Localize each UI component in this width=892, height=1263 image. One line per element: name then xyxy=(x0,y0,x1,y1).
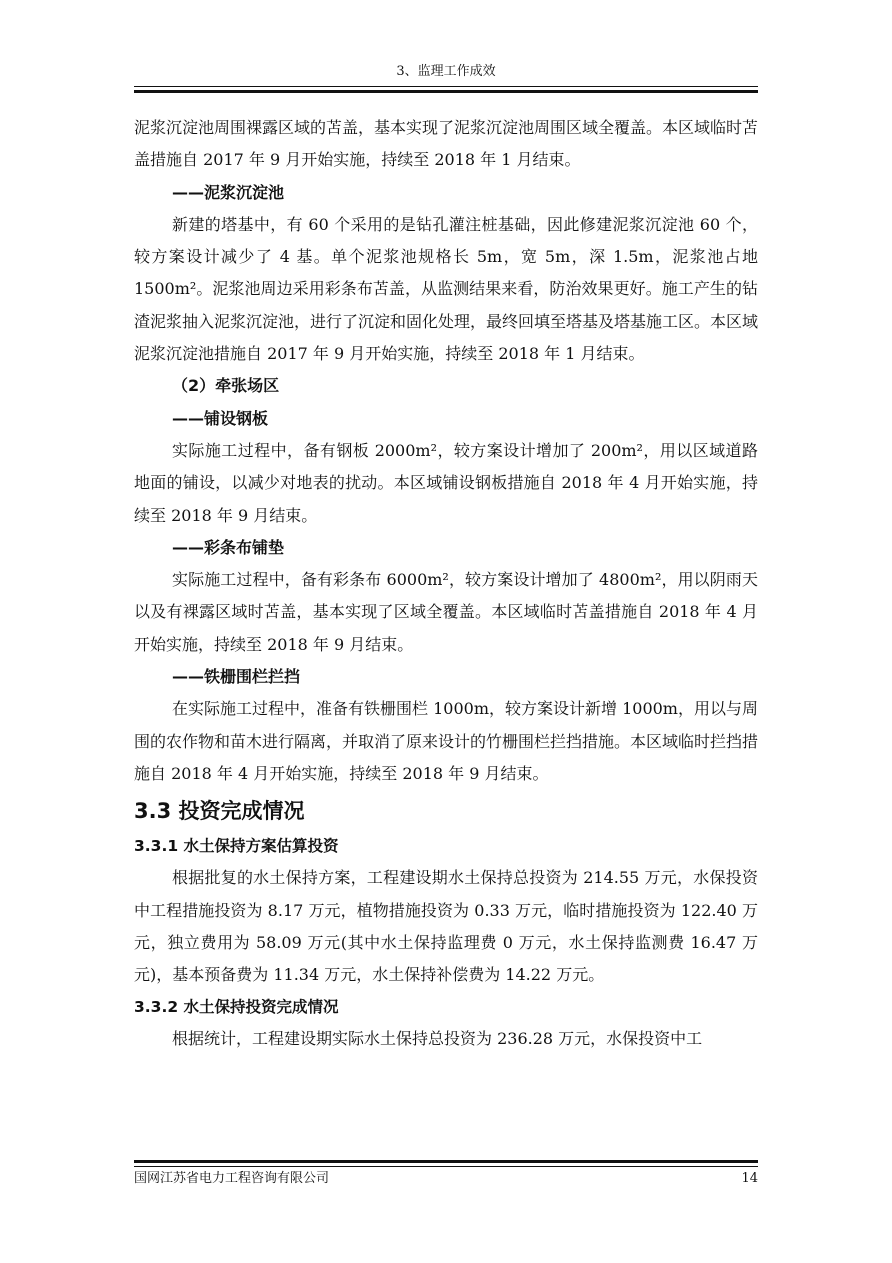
header-rule-thick xyxy=(134,90,758,93)
subheading-tarp: ——彩条布铺垫 xyxy=(172,537,285,557)
paragraph-sediment-cover: 泥浆沉淀池周围裸露区域的苫盖，基本实现了泥浆沉淀池周围区域全覆盖。本区域临时苫盖措施自 2017 年 9 月开始实施，持续至 2018 年 1 月结束。 xyxy=(134,118,759,170)
header-title: 3、监理工作成效 xyxy=(396,64,496,79)
footer-company: 国网江苏省电力工程咨询有限公司 xyxy=(134,1171,330,1186)
paragraph-steel-plate: 实际施工过程中，备有钢板 2000m²，较方案设计增加了 200m²，用以区域道路地面的铺设，以减少对地表的扰动。本区域铺设钢板措施自 2018 年 4 月开始实施，持续至 2018 年 9 月结束。 xyxy=(134,440,758,525)
footer-rule-thick xyxy=(134,1160,758,1163)
paragraph-estimate: 根据批复的水土保持方案，工程建设期水土保持总投资为 214.55 万元，水保投资中工程措施投资为 8.17 万元，植物措施投资为 0.33 万元，临时措施投资为 122.40 万元，独立费用为 58.09 万元(其中水土保持监理费 0 万元，水土保持监测费 16.47 万元)，基本预备费为 11.34 万元，水土保持补偿费为 14.22 万元。 xyxy=(134,868,758,985)
paragraph-sediment-tank: 新建的塔基中，有 60 个采用的是钻孔灌注桩基础，因此修建泥浆沉淀池 60 个，较方案设计减少了 4 基。单个泥浆池规格长 5m，宽 5m，深 1.5m，泥浆池占地 1500m²。泥浆池周边采用彩条布苫盖，从监测结果来看，防治效果更好。施工产生的钻渣泥浆抽入泥浆沉淀池，进行了沉淀和固化处理，最终回填至塔基及塔基施工区。本区域泥浆沉淀池措施自 2017 年 9 月开始实施，持续至 2018 年 1 月结束。 xyxy=(134,214,764,364)
subsection-heading-completion: 3.3.2 水土保持投资完成情况 xyxy=(134,998,339,1017)
page-number: 14 xyxy=(741,1171,758,1186)
subheading-tension-site: （2）牵张场区 xyxy=(172,376,280,396)
header-rule-thin xyxy=(134,86,758,87)
paragraph-completion: 根据统计，工程建设期实际水土保持总投资为 236.28 万元，水保投资中工 xyxy=(172,1029,703,1049)
footer-rule-thin xyxy=(134,1166,758,1167)
paragraph-tarp: 实际施工过程中，备有彩条布 6000m²，较方案设计增加了 4800m²，用以阴雨天以及有裸露区域时苫盖，基本实现了区域全覆盖。本区域临时苫盖措施自 2018 年 4 月开始实施，持续至 2018 年 9 月结束。 xyxy=(134,570,758,654)
subheading-sediment-tank: ——泥浆沉淀池 xyxy=(172,182,285,202)
subheading-iron-fence: ——铁栅围栏拦挡 xyxy=(172,667,301,687)
subsection-heading-estimate: 3.3.1 水土保持方案估算投资 xyxy=(134,837,339,856)
section-heading-investment: 3.3 投资完成情况 xyxy=(134,799,305,824)
page-content xyxy=(134,112,764,1056)
paragraph-iron-fence: 在实际施工过程中，准备有铁栅围栏 1000m，较方案设计新增 1000m，用以与周围的农作物和苗木进行隔离，并取消了原来设计的竹栅围栏拦挡措施。本区域临时拦挡措施自 2018 年 4 月开始实施，持续至 2018 年 9 月结束。 xyxy=(134,699,759,783)
subheading-steel-plate: ——铺设钢板 xyxy=(172,408,269,428)
